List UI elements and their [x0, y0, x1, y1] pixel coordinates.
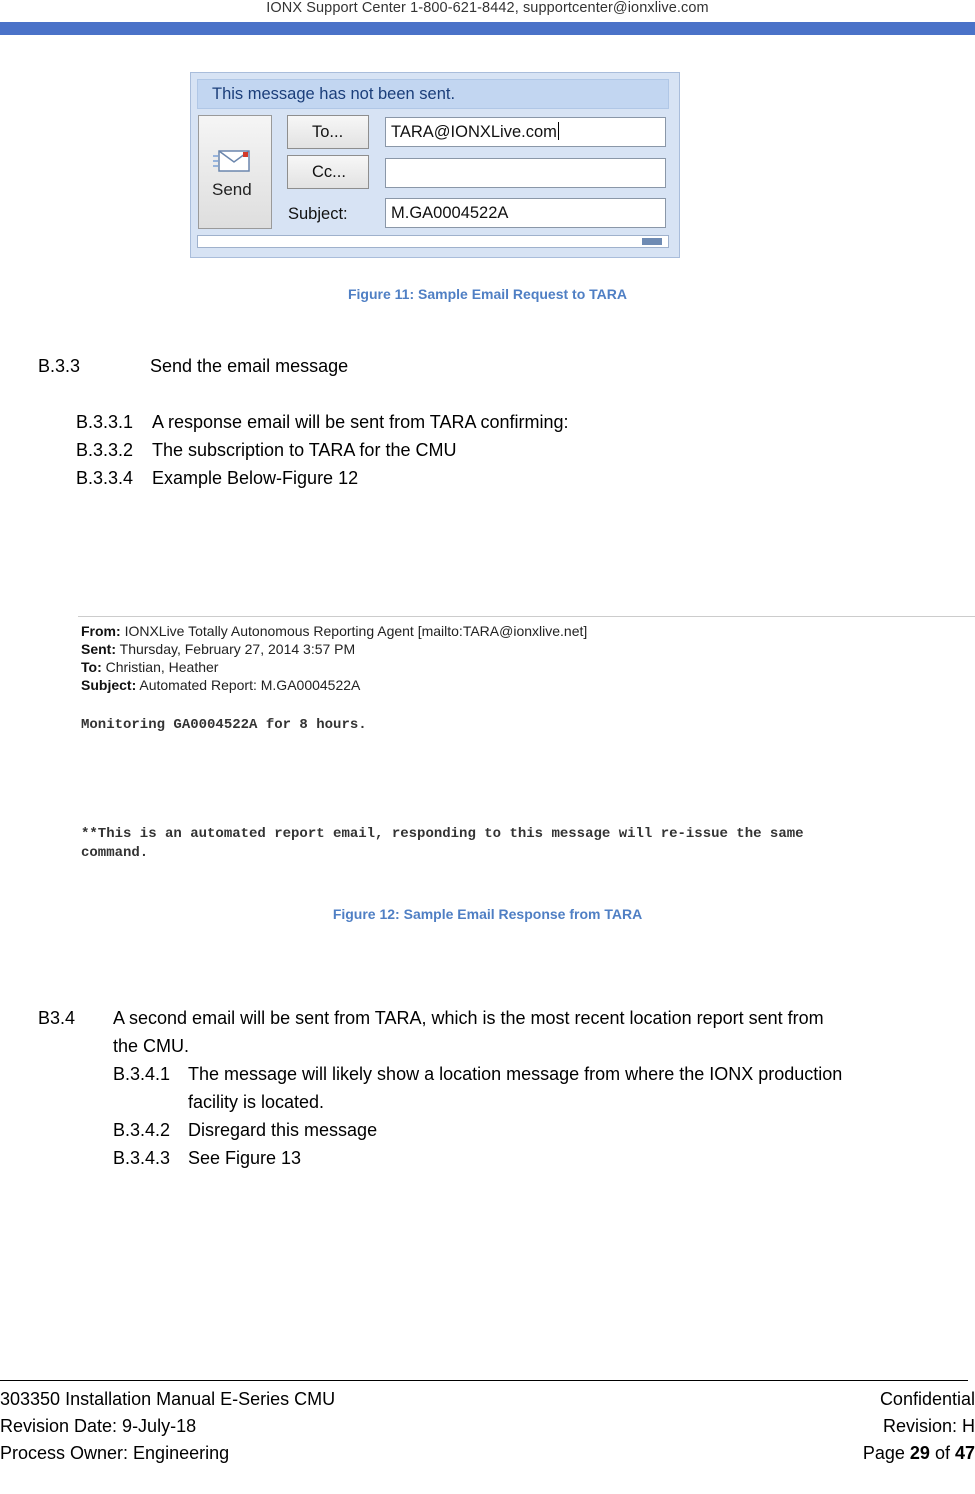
footer-process-owner: Process Owner: Engineering — [0, 1443, 230, 1463]
list-item-number: B.3.4.2 — [113, 1120, 171, 1140]
figure-11-caption: Figure 11: Sample Email Request to TARA — [347, 286, 628, 302]
cc-button[interactable]: Cc... — [287, 155, 369, 189]
email-footer-line: command. — [81, 845, 149, 861]
email-body-line: Monitoring GA0004522A for 8 hours. — [81, 717, 367, 733]
footer-doc-title: 303350 Installation Manual E-Series CMU — [0, 1389, 336, 1409]
list-item-number: B.3.3.2 — [76, 440, 134, 460]
footer-revision: Revision: H — [882, 1416, 975, 1436]
list-item-text: Disregard this message — [188, 1120, 378, 1140]
section-b34-text: the CMU. — [113, 1036, 190, 1056]
section-b34-number: B3.4 — [38, 1008, 76, 1028]
section-b33-title: Send the email message — [150, 356, 349, 376]
list-item-text: The message will likely show a location message from where the IONX production — [188, 1064, 843, 1084]
footer-revision-date: Revision Date: 9-July-18 — [0, 1416, 197, 1436]
to-field[interactable] — [385, 117, 666, 147]
list-item-text: See Figure 13 — [188, 1148, 302, 1168]
to-field-value: TARA@IONXLive.com — [391, 123, 557, 141]
from-label: From: — [81, 623, 121, 639]
list-item-number: B.3.3.4 — [76, 468, 134, 488]
body-scrollbar[interactable] — [197, 235, 669, 248]
send-button[interactable] — [198, 115, 272, 229]
email-compose-screenshot — [190, 72, 680, 258]
email-response-screenshot — [78, 612, 975, 867]
subject-label: Subject: — [288, 205, 348, 223]
to-line — [81, 659, 218, 676]
to-value: Christian, Heather — [105, 659, 219, 675]
page-of: of — [934, 1443, 950, 1463]
send-button-label: Send — [212, 180, 252, 199]
to-label: To: — [81, 659, 102, 675]
cc-field[interactable] — [385, 158, 666, 188]
subject-value: Automated Report: M.GA0004522A — [139, 677, 361, 693]
list-item-number: B.3.4.1 — [113, 1064, 171, 1084]
page-prefix: Page — [862, 1443, 905, 1463]
footer-page-number — [863, 1440, 975, 1466]
list-item-text: facility is located. — [188, 1092, 325, 1112]
not-sent-notice: This message has not been sent. — [197, 79, 669, 109]
text-cursor — [558, 122, 559, 140]
subject-label: Subject: — [81, 677, 137, 693]
divider — [78, 616, 975, 617]
page-current: 29 — [909, 1443, 930, 1463]
collapse-icon[interactable] — [642, 238, 662, 245]
sent-value: Thursday, February 27, 2014 3:57 PM — [119, 641, 356, 657]
figure-12-caption: Figure 12: Sample Email Response from TARA — [332, 906, 643, 922]
email-footer-line: **This is an automated report email, responding to this message will re-issue the same — [81, 826, 804, 842]
header-accent-bar — [0, 22, 975, 35]
to-button[interactable]: To... — [287, 115, 369, 149]
subject-field[interactable]: M.GA0004522A — [385, 198, 666, 228]
list-item-text: A response email will be sent from TARA confirming: — [152, 412, 569, 432]
envelope-icon — [213, 150, 255, 172]
sent-label: Sent: — [81, 641, 116, 657]
support-contact-line: IONX Support Center 1-800-621-8442, supportcenter@ionxlive.com — [266, 0, 709, 16]
from-value: IONXLive Totally Autonomous Reporting Agent [mailto:TARA@ionxlive.net] — [124, 623, 588, 639]
list-item-number: B.3.3.1 — [76, 412, 134, 432]
from-line — [81, 623, 587, 640]
page-total: 47 — [954, 1443, 975, 1463]
section-b34-text: A second email will be sent from TARA, which is the most recent location report sent from — [113, 1008, 824, 1028]
list-item-text: The subscription to TARA for the CMU — [152, 440, 457, 460]
sent-line — [81, 641, 355, 658]
list-item-number: B.3.4.3 — [113, 1148, 171, 1168]
footer-rule — [0, 1380, 968, 1381]
footer-confidential: Confidential — [879, 1389, 975, 1409]
list-item-text: Example Below-Figure 12 — [152, 468, 359, 488]
subject-line — [81, 677, 360, 694]
section-b33-number: B.3.3 — [38, 356, 81, 376]
